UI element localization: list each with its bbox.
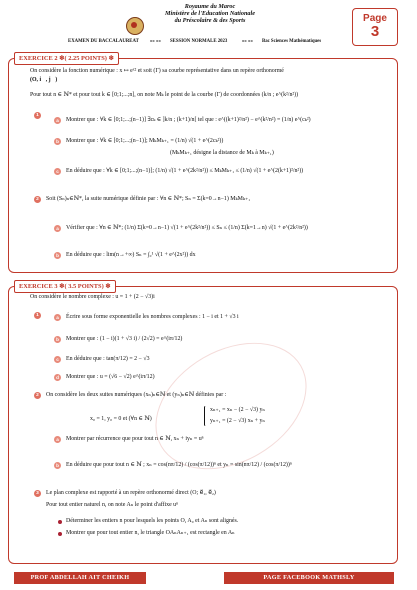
ex3-q1c-label: c [54, 356, 61, 363]
ex3-intro: On considère le nombre complexe : u = 1 + (2 − √3)i [30, 294, 155, 300]
ex2-q1a-label: a [54, 117, 61, 124]
exercise-2-tag: EXERCICE 2 ❄( 2.25 POINTS) ❄ [14, 52, 119, 65]
ex3-q2b-text: En déduire que pour tout n ∈ ℕ ; xₙ = cos(nπ/12) / (cos(π/12))ⁿ et yₙ = sin(nπ/12) / (cos(π/12))ⁿ [66, 462, 292, 468]
ministry-line-1: Ministère de l'Education Nationale [165, 10, 255, 18]
ex2-q1b-note: (MₖMₖ₊₁ désigne la distance de Mₖ à Mₖ₊₁) [170, 150, 274, 156]
ex3-q3-note: Pour tout entier naturel n, on note Aₙ le point d'affixe uⁿ [46, 502, 178, 508]
ex3-q1a-text: Écrire sous forme exponentielle les nombres complexes : 1 − i et 1 + √3 i [66, 314, 239, 320]
footer-facebook [224, 572, 394, 584]
separator-1: »» «« [150, 39, 161, 44]
ex3-q1b-text: Montrer que : (1 − i)(1 + √3 i) / (2√2) = e^(iπ/12) [66, 336, 183, 342]
ex3-q1d-label: d [54, 374, 61, 381]
footer-author [14, 572, 146, 584]
ex3-q2-text: On considère les deux suites numériques (xₙ)ₙ∈ℕ et (yₙ)ₙ∈ℕ définies par : [46, 392, 227, 398]
session-label: SESSION NORMALE 2023 [170, 39, 228, 44]
ex3-q1d-text: Montrer que : u = (√6 − √2) e^(iπ/12) [66, 374, 155, 380]
ex2-q2b-text: En déduire que : lim(n→+∞) Sₙ = ∫₀¹ √(1 + e^(2x²)) dx [66, 252, 196, 258]
ex3-q3c-text: Montrer que pour tout entier n, le triangle OAₙAₙ₊₁ est rectangle en Aₙ [66, 530, 235, 536]
exercise-2-box [8, 58, 398, 273]
ex2-intro-2: Pour tout n ∈ ℕ* et pour tout k ∈ [0;1;...;n], on note Mₖ le point de la courbe (Γ) de coordonnées (k/n ; e^(k²/n²)) [30, 92, 299, 98]
separator-2: »» «« [242, 39, 253, 44]
ex2-q1b-label: b [54, 138, 61, 145]
ex2-q1c-text: En déduire que : ∀k ∈ [0;1;...;(n−1)]; (1/n) √(1 + e^(2k²/n²)) ≤ MₖMₖ₊₁ ≤ (1/n) √(1 + e^(2(k+1)²/n²)) [66, 168, 304, 174]
ex3-q2-initial: x₀ = 1, y₀ = 0 et (∀n ∈ ℕ) [90, 416, 152, 422]
ex3-q2b-label: b [54, 462, 61, 469]
ex3-q3c-bullet [58, 532, 62, 536]
ex3-q2-recurrence-1: xₙ₊₁ = xₙ − (2 − √3) yₙ [210, 407, 265, 413]
exam-title: EXAMEN DU BACCALAUREAT [68, 39, 139, 44]
ex3-q1-number: 1 [34, 312, 41, 319]
ex2-q1a-text: Montrer que : ∀k ∈ [0;1;...;(n−1)] ∃cₖ ∈ ]k/n ; (k+1)/n[ tel que : e^((k+1)²/n²) − e^(k²/n²) = (1/n) e^(cₖ²) [66, 117, 311, 123]
ex3-q2-recurrence-2: yₙ₊₁ = (2 − √3) xₙ + yₙ [210, 418, 265, 424]
ex2-q2-number: 2 [34, 196, 41, 203]
page-label: Page [363, 13, 387, 24]
ex2-q1b-text: Montrer que : ∀k ∈ [0;1;...;(n−1)]; MₖMₖ₊₁ = (1/n) √(1 + e^(2cₖ²)) [66, 138, 224, 144]
ex2-q2a-label: a [54, 225, 61, 232]
page-number: 3 [370, 23, 380, 40]
system-brace [204, 406, 207, 426]
ex3-q2a-text: Montrer par récurrence que pour tout n ∈ ℕ, xₙ + iyₙ = uⁿ [66, 436, 204, 442]
ex3-q3a-text: Déterminer les entiers n pour lesquels les points O, A₀ et Aₙ sont alignés. [66, 518, 239, 524]
ex3-q2a-label: a [54, 436, 61, 443]
ex2-q2b-label: b [54, 252, 61, 259]
ex2-q2a-text: Vérifier que : ∀n ∈ ℕ*; (1/n) Σ(k=0→n−1) √(1 + e^(2k²/n²)) ≤ Sₙ ≤ (1/n) Σ(k=1→n) √(1 + e^(2k²/n²)) [66, 225, 308, 231]
track-label: Bac Sciences Mathématiques [262, 39, 322, 44]
kingdom-name: Royaume du Maroc [184, 3, 236, 10]
moroccan-seal-icon [126, 17, 144, 35]
page-number-box [352, 8, 398, 46]
ex3-q1a-label: a [54, 314, 61, 321]
ex3-q1c-text: En déduire que : tan(π/12) = 2 − √3 [66, 356, 150, 362]
ex2-q2-text: Soit (Sₙ)ₙ∈ℕ*, la suite numérique définie par : ∀n ∈ ℕ*; Sₙ = Σ(k=0→n−1) MₖMₖ₊₁ [46, 196, 251, 202]
ex3-q3-text: Le plan complexe est rapporté à un repère orthonormé direct (O; e⃗₁, e⃗₂) [46, 490, 216, 496]
footer-facebook-text: PAGE FACEBOOK MATHSLY [263, 574, 355, 581]
ex2-intro-1: On considère la fonction numérique : x ↦ eˣ² et soit (Γ) sa courbe représentative dans un repère orthonormé [30, 68, 284, 74]
ex3-q1b-label: b [54, 336, 61, 343]
ex3-q3a-bullet [58, 520, 62, 524]
ex3-q3-number: 3 [34, 490, 41, 497]
ex3-q2-number: 2 [34, 392, 41, 399]
footer-author-text: PROF ABDELLAH AIT CHEIKH [30, 574, 130, 581]
ex2-q1-number: 1 [34, 112, 41, 119]
ex2-intro-1-frame: (O, i⃗, j⃗) [30, 77, 58, 83]
exercise-3-tag: EXERCICE 3 ❄( 3.5 POINTS) ❄ [14, 280, 116, 293]
ministry-line-2: du Préscolaire & des Sports [174, 17, 246, 25]
ex2-q1c-label: c [54, 168, 61, 175]
